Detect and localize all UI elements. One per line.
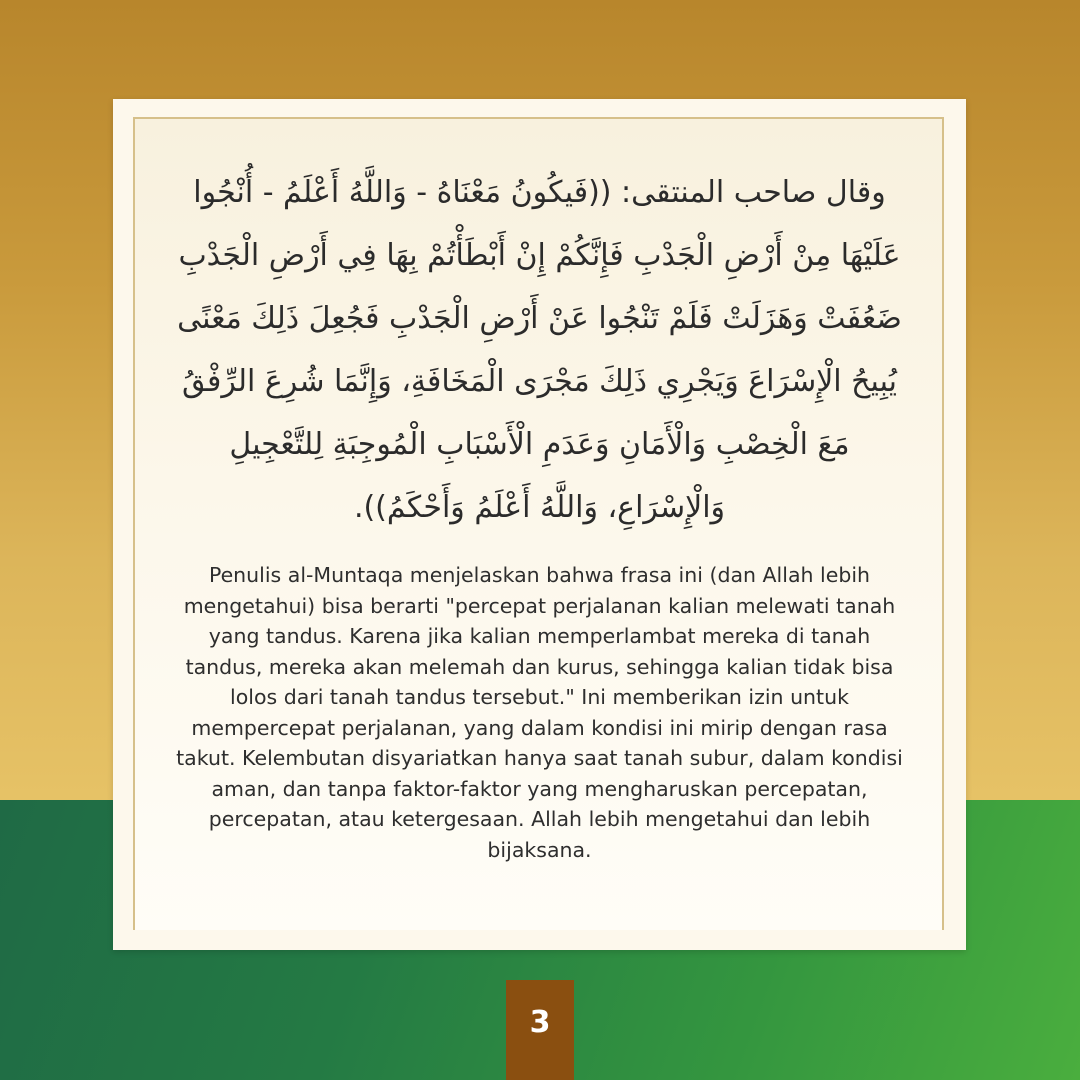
- translation-text: Penulis al-Muntaqa menjelaskan bahwa frasa ini (dan Allah lebih mengetahui) bisa berarti "percepat perjalanan kalian melewati tanah yang tandus. Karena jika kalian memperlambat mereka di tanah tandus, mereka akan melemah dan kurus, sehingga kalian tidak bisa lolos dari tanah tandus tersebut." Ini memberikan izin untuk mempercepat perjalanan, yang dalam kondisi ini mirip dengan rasa takut. Kelembutan disyariatkan hanya saat tanah subur, dalam kondisi aman, dan tanpa faktor-faktor yang mengharuskan percepatan, percepatan, atau ketergesaan. Allah lebih mengetahui dan lebih bijaksana.: [176, 563, 903, 862]
- content-card: [113, 99, 966, 950]
- arabic-quote: وقال صاحب المنتقى: ((فَيكُونُ مَعْنَاهُ - وَاللَّهُ أَعْلَمُ - أُنْجُوا عَلَيْهَا مِنْ أَرْضِ الْجَدْبِ فَإِنَّكُمْ إِنْ أَبْطَأْتُمْ بِهَا فِي أَرْضِ الْجَدْبِ ضَعُفَتْ وَهَزَلَتْ فَلَمْ تَنْجُوا عَنْ أَرْضِ الْجَدْبِ فَجُعِلَ ذَلِكَ مَعْنًى يُبِيحُ الْإِسْرَاعَ وَيَجْرِي ذَلِكَ مَجْرَى الْمَخَافَةِ، وَإِنَّمَا شُرِعَ الرِّفْقُ مَعَ الْخِصْبِ وَالْأَمَانِ وَعَدَمِ الْأَسْبَابِ الْمُوجِبَةِ لِلتَّعْجِيلِ وَالْإِسْرَاعِ، وَاللَّهُ أَعْلَمُ وَأَحْكَمُ)).: [177, 175, 902, 525]
- page-number-badge: 3: [506, 980, 574, 1080]
